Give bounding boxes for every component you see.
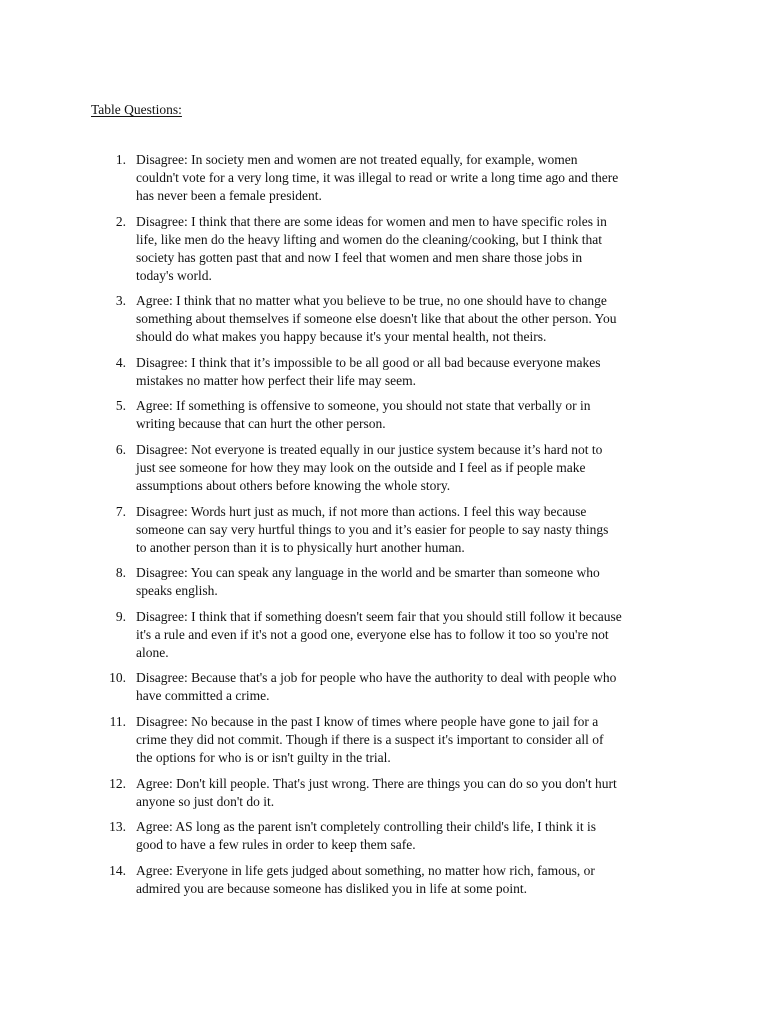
answer-text-line: Agree: Don't kill people. That's just wrong. There are things you can do so you don't hurt: [136, 775, 617, 791]
answer-text-line: should do what makes you happy because it's your mental health, not theirs.: [136, 329, 547, 345]
answer-text-line: alone.: [136, 644, 169, 660]
questions-list: [0, 151, 768, 905]
answer-text-line: Agree: If something is offensive to someone, you should not state that verbally or in: [136, 398, 591, 414]
answer-text-line: Disagree: In society men and women are not treated equally, for example, women: [136, 152, 578, 167]
question-number: 6.: [115, 441, 126, 457]
answer-text-line: Disagree: You can speak any language in the world and be smarter than someone who: [136, 565, 600, 581]
answer-text-line: good to have a few rules in order to keep them safe.: [136, 837, 416, 853]
answer-text-line: writing because that can hurt the other person.: [136, 416, 386, 432]
question-item: [0, 151, 681, 205]
answer-text-line: Disagree: No because in the past I know of times where people have gone to jail for a: [136, 713, 599, 729]
question-item: [0, 669, 681, 705]
answer-text-line: today's world.: [136, 267, 212, 283]
answer-text-line: mistakes no matter how perfect their life may seem.: [136, 372, 417, 388]
question-number: 7.: [115, 503, 126, 519]
question-item: [0, 608, 681, 662]
question-number: 4.: [115, 354, 126, 370]
answer-text-line: crime they did not commit. Though if there is a suspect it's important to consider all of: [136, 731, 604, 747]
answer-text-line: Disagree: I think that it’s impossible to be all good or all bad because everyone makes: [136, 354, 601, 370]
answer-text-line: it's a rule and even if it's not a good one, everyone else has to follow it too so you're not: [136, 626, 609, 642]
question-number: 9.: [115, 608, 126, 624]
question-item: [0, 564, 681, 600]
answer-text-line: something about themselves if someone else doesn't like that about the other person. You: [136, 311, 617, 327]
question-number: 5.: [115, 398, 126, 414]
answer-text-line: admired you are because someone has disliked you in life at some point.: [136, 880, 528, 896]
question-number: 3.: [115, 293, 126, 309]
question-item: [0, 862, 681, 898]
answer-text-line: to another person than it is to physically hurt another human.: [136, 539, 465, 555]
question-number: 12.: [109, 775, 126, 791]
question-item: [0, 713, 681, 767]
answer-text-line: Disagree: I think that there are some ideas for women and men to have specific roles in: [136, 213, 607, 229]
answer-text-line: Agree: I think that no matter what you believe to be true, no one should have to change: [136, 293, 607, 309]
page-title: Table Questions:: [91, 102, 182, 117]
question-item: [0, 354, 681, 390]
answer-text-line: Agree: AS long as the parent isn't completely controlling their child's life, I think it is: [136, 819, 597, 835]
answer-text-line: speaks english.: [136, 583, 218, 599]
question-number: 11.: [109, 713, 126, 729]
question-item: [0, 292, 681, 346]
question-item: [0, 503, 681, 557]
question-item: [0, 818, 681, 854]
question-number: 14.: [109, 862, 126, 878]
question-number: 13.: [109, 819, 126, 835]
answer-text-line: the options for who is or isn't guilty in the trial.: [136, 749, 391, 765]
question-item: [0, 397, 681, 433]
answer-text-line: Agree: Everyone in life gets judged about something, no matter how rich, famous, or: [136, 862, 595, 878]
answer-text-line: just see someone for how they may look on the outside and I feel as if people make: [136, 459, 586, 475]
answer-text-line: Disagree: Not everyone is treated equally in our justice system because it’s hard not to: [136, 441, 603, 457]
answer-text-line: have committed a crime.: [136, 688, 270, 704]
answer-text-line: Disagree: Because that's a job for people who have the authority to deal with people who: [136, 670, 617, 686]
question-item: [0, 441, 681, 495]
question-number: 1.: [115, 152, 126, 167]
answer-text-line: Disagree: I think that if something doesn't seem fair that you should still follow it because: [136, 608, 622, 624]
question-item: [0, 775, 681, 811]
answer-text-line: Disagree: Words hurt just as much, if not more than actions. I feel this way because: [136, 503, 587, 519]
question-number: 2.: [115, 213, 126, 229]
answer-text-line: life, like men do the heavy lifting and women do the cleaning/cooking, but I think that: [136, 231, 603, 247]
answer-text-line: couldn't vote for a very long time, it was illegal to read or write a long time ago and there: [136, 170, 619, 185]
answer-text-line: anyone so just don't do it.: [136, 793, 275, 809]
question-item: [0, 213, 681, 285]
question-number: 10.: [109, 670, 126, 686]
answer-text-line: society has gotten past that and now I feel that women and men share those jobs in: [136, 249, 583, 265]
answer-text-line: assumptions about others before knowing the whole story.: [136, 477, 451, 493]
answer-text-line: someone can say very hurtful things to you and it’s easier for people to say nasty things: [136, 521, 609, 537]
answer-text-line: has never been a female president.: [136, 188, 322, 203]
question-number: 8.: [115, 565, 126, 581]
